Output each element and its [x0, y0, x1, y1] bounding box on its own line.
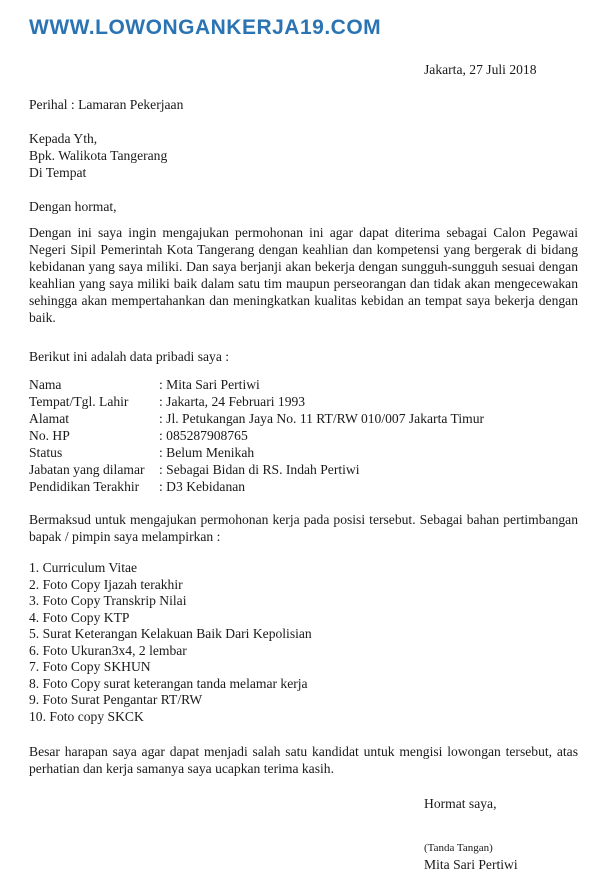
closing-paragraph: Besar harapan saya agar dapat menjadi salah satu kandidat untuk mengisi lowongan tersebut, atas perhatian dan kerja samanya saya ucapkan terima kasih. [29, 744, 578, 776]
personal-data-row [29, 410, 484, 427]
data-label: Jabatan yang dilamar [29, 462, 145, 477]
data-label: Nama [29, 377, 62, 392]
list-item: 2. Foto Copy Ijazah terakhir [29, 576, 183, 592]
list-item: 8. Foto Copy surat keterangan tanda melamar kerja [29, 675, 308, 691]
data-label: Pendidikan Terakhir [29, 479, 140, 494]
letter-date: Jakarta, 27 Juli 2018 [424, 62, 537, 77]
data-value: : Jakarta, 24 Februari 1993 [159, 394, 306, 409]
personal-data-row [29, 393, 305, 410]
personal-data-row [29, 444, 254, 461]
personal-data-row [29, 478, 245, 495]
data-label: Tempat/Tgl. Lahir [29, 394, 129, 409]
list-item: 6. Foto Ukuran3x4, 2 lembar [29, 642, 187, 658]
recipient-line-3: Di Tempat [29, 165, 87, 180]
list-item: 1. Curriculum Vitae [29, 560, 138, 575]
letter-subject: Perihal : Lamaran Pekerjaan [29, 97, 184, 112]
data-label: No. HP [29, 428, 70, 443]
list-item: 3. Foto Copy Transkrip Nilai [29, 593, 187, 608]
data-value: : 085287908765 [159, 428, 248, 443]
personal-data-row [29, 461, 360, 478]
body-paragraph-2: Bermaksud untuk mengajukan permohonan kerja pada posisi tersebut. Sebagai bahan pertimbangan bapak / pimpin saya melampirkan : [29, 512, 578, 544]
recipient-line-1: Kepada Yth, [29, 131, 98, 146]
list-item: 10. Foto copy SKCK [29, 708, 144, 724]
list-item: 7. Foto Copy SKHUN [29, 659, 151, 674]
greeting: Dengan hormat, [29, 199, 117, 214]
list-item: 5. Surat Keterangan Kelakuan Baik Dari Kepolisian [29, 626, 312, 641]
recipient-line-2: Bpk. Walikota Tangerang [29, 148, 168, 163]
data-intro: Berikut ini adalah data pribadi saya : [29, 349, 230, 364]
list-item: 9. Foto Surat Pengantar RT/RW [29, 692, 203, 707]
personal-data-row [29, 427, 248, 444]
data-value: : Belum Menikah [159, 445, 255, 460]
data-value: : Sebagai Bidan di RS. Indah Pertiwi [159, 462, 360, 477]
signature-placeholder: (Tanda Tangan) [424, 842, 493, 854]
body-paragraph-1: Dengan ini saya ingin mengajukan permohonan ini agar dapat diterima sebagai Calon Pegawai Negeri Sipil Pemerintah Kota Tangerang dengan keahlian dan kompetensi yang bergerak di bidang kebidanan yang saya miliki. Dan saya berjanji akan bekerja dengan sungguh-sungguh sesuai dengan keahlian yang saya miliki baik dalam satu tim maupun perseorangan dan tidak akan mengecewakan sehingga akan mempertahankan dan meningkatkan kualitas kebidan an tempat saya bekerja dengan baik. [29, 225, 578, 325]
watermark-url: WWW.LOWONGANKERJA19.COM [29, 16, 382, 39]
data-label: Status [29, 445, 63, 460]
closing-salutation: Hormat saya, [424, 796, 497, 811]
data-label: Alamat [29, 411, 70, 426]
signer-name: Mita Sari Pertiwi [424, 857, 518, 872]
attachment-list [29, 560, 312, 725]
data-value: : D3 Kebidanan [159, 479, 246, 494]
data-value: : Mita Sari Pertiwi [159, 377, 260, 392]
data-value: : Jl. Petukangan Jaya No. 11 RT/RW 010/007 Jakarta Timur [159, 411, 485, 426]
personal-data-row [29, 376, 260, 393]
list-item: 4. Foto Copy KTP [29, 609, 130, 625]
